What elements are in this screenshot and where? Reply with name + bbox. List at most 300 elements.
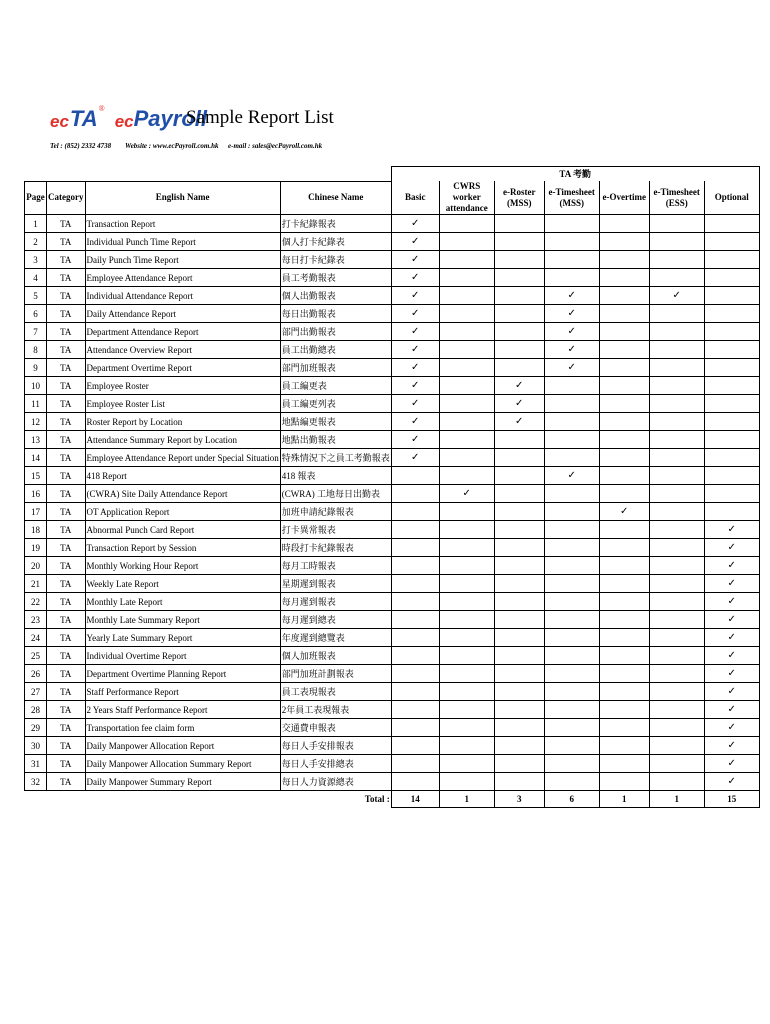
row-chinese-name: 418 報表 <box>280 467 391 485</box>
row-cwrs-cell <box>439 377 494 395</box>
row-english-name: Employee Roster <box>85 377 280 395</box>
row-ts_mss-cell <box>544 359 599 377</box>
row-optional-cell <box>704 341 759 359</box>
table-row <box>25 467 760 485</box>
row-cwrs-cell <box>439 755 494 773</box>
row-cwrs-cell <box>439 719 494 737</box>
row-ts_ess-cell <box>649 629 704 647</box>
row-cwrs-cell <box>439 557 494 575</box>
row-ts_mss-cell <box>544 233 599 251</box>
row-overtime-cell <box>599 269 649 287</box>
row-optional-cell <box>704 593 759 611</box>
table-row <box>25 449 760 467</box>
row-cwrs-cell <box>439 215 494 233</box>
row-category: TA <box>47 467 86 485</box>
check-mark-icon: ✓ <box>411 290 420 301</box>
check-mark-icon: ✓ <box>727 560 736 571</box>
row-page: 7 <box>25 323 47 341</box>
row-cwrs-cell <box>439 287 494 305</box>
col-header-timesheet-mss: e-Timesheet (MSS) <box>544 181 599 215</box>
table-row <box>25 233 760 251</box>
row-cwrs-cell <box>439 611 494 629</box>
col-header-cwrs: CWRS worker attendance <box>439 181 494 215</box>
row-category: TA <box>47 755 86 773</box>
row-page: 10 <box>25 377 47 395</box>
row-overtime-cell <box>599 467 649 485</box>
check-mark-icon: ✓ <box>567 290 576 301</box>
row-cwrs-cell <box>439 539 494 557</box>
row-roster-cell <box>494 377 544 395</box>
table-row <box>25 539 760 557</box>
row-category: TA <box>47 665 86 683</box>
row-roster-cell <box>494 755 544 773</box>
table-row <box>25 287 760 305</box>
row-overtime-cell <box>599 647 649 665</box>
row-english-name: Daily Manpower Allocation Summary Report <box>85 755 280 773</box>
row-chinese-name: 員工表現報表 <box>280 683 391 701</box>
row-category: TA <box>47 413 86 431</box>
logo-payroll-text: Payroll <box>133 106 207 131</box>
col-header-basic: Basic <box>391 181 439 215</box>
row-basic-cell <box>391 575 439 593</box>
row-category: TA <box>47 359 86 377</box>
report-list-table <box>24 166 760 808</box>
check-mark-icon: ✓ <box>567 362 576 373</box>
check-mark-icon: ✓ <box>411 416 420 427</box>
row-page: 12 <box>25 413 47 431</box>
row-optional-cell <box>704 683 759 701</box>
row-ts_ess-cell <box>649 287 704 305</box>
row-cwrs-cell <box>439 305 494 323</box>
row-optional-cell <box>704 323 759 341</box>
col-header-overtime: e-Overtime <box>599 181 649 215</box>
row-optional-cell <box>704 737 759 755</box>
row-ts_mss-cell <box>544 287 599 305</box>
row-roster-cell <box>494 737 544 755</box>
row-english-name: Daily Manpower Summary Report <box>85 773 280 791</box>
row-category: TA <box>47 341 86 359</box>
row-optional-cell <box>704 539 759 557</box>
row-ts_ess-cell <box>649 413 704 431</box>
row-category: TA <box>47 701 86 719</box>
row-cwrs-cell <box>439 359 494 377</box>
row-ts_mss-cell <box>544 377 599 395</box>
row-category: TA <box>47 449 86 467</box>
row-overtime-cell <box>599 323 649 341</box>
logo-ec-text-2: ec <box>114 112 134 131</box>
row-chinese-name: 交通費申報表 <box>280 719 391 737</box>
row-chinese-name: 個人加班報表 <box>280 647 391 665</box>
row-category: TA <box>47 395 86 413</box>
row-english-name: Attendance Overview Report <box>85 341 280 359</box>
row-ts_ess-cell <box>649 755 704 773</box>
row-overtime-cell <box>599 665 649 683</box>
row-basic-cell <box>391 683 439 701</box>
row-optional-cell <box>704 611 759 629</box>
row-overtime-cell <box>599 233 649 251</box>
row-category: TA <box>47 323 86 341</box>
check-mark-icon: ✓ <box>727 650 736 661</box>
row-ts_mss-cell <box>544 521 599 539</box>
row-cwrs-cell <box>439 269 494 287</box>
table-row <box>25 251 760 269</box>
row-ts_ess-cell <box>649 467 704 485</box>
row-basic-cell <box>391 431 439 449</box>
row-roster-cell <box>494 665 544 683</box>
total-basic: 14 <box>391 791 439 808</box>
row-ts_ess-cell <box>649 503 704 521</box>
row-roster-cell <box>494 269 544 287</box>
row-chinese-name: 2年員工表現報表 <box>280 701 391 719</box>
row-category: TA <box>47 593 86 611</box>
row-chinese-name: 年度遲到總覽表 <box>280 629 391 647</box>
row-roster-cell <box>494 701 544 719</box>
row-ts_mss-cell <box>544 611 599 629</box>
check-mark-icon: ✓ <box>411 254 420 265</box>
page-title: Sample Report List <box>186 107 334 128</box>
row-overtime-cell <box>599 773 649 791</box>
table-row <box>25 323 760 341</box>
contact-tel: Tel : (852) 2332 4738 <box>50 142 112 150</box>
row-english-name: Attendance Summary Report by Location <box>85 431 280 449</box>
check-mark-icon: ✓ <box>727 632 736 643</box>
row-optional-cell <box>704 377 759 395</box>
row-basic-cell <box>391 701 439 719</box>
row-roster-cell <box>494 683 544 701</box>
row-cwrs-cell <box>439 701 494 719</box>
row-overtime-cell <box>599 287 649 305</box>
row-overtime-cell <box>599 503 649 521</box>
row-overtime-cell <box>599 683 649 701</box>
row-ts_ess-cell <box>649 647 704 665</box>
row-ts_ess-cell <box>649 665 704 683</box>
row-optional-cell <box>704 629 759 647</box>
row-chinese-name: 員工考勤報表 <box>280 269 391 287</box>
row-english-name: (CWRA) Site Daily Attendance Report <box>85 485 280 503</box>
row-chinese-name: 特殊情況下之員工考勤報表 <box>280 449 391 467</box>
total-cwrs: 1 <box>439 791 494 808</box>
table-row <box>25 575 760 593</box>
row-page: 16 <box>25 485 47 503</box>
logo-ta-text: TA <box>69 106 98 131</box>
row-overtime-cell <box>599 629 649 647</box>
row-ts_ess-cell <box>649 521 704 539</box>
col-header-chinese-name: Chinese Name <box>280 181 391 215</box>
row-roster-cell <box>494 611 544 629</box>
check-mark-icon: ✓ <box>727 776 736 787</box>
row-ts_ess-cell <box>649 611 704 629</box>
check-mark-icon: ✓ <box>411 236 420 247</box>
row-basic-cell <box>391 485 439 503</box>
check-mark-icon: ✓ <box>727 578 736 589</box>
row-page: 20 <box>25 557 47 575</box>
row-roster-cell <box>494 647 544 665</box>
table-row <box>25 485 760 503</box>
table-row <box>25 701 760 719</box>
row-ts_mss-cell <box>544 773 599 791</box>
row-roster-cell <box>494 413 544 431</box>
row-category: TA <box>47 575 86 593</box>
row-basic-cell <box>391 719 439 737</box>
row-page: 13 <box>25 431 47 449</box>
check-mark-icon: ✓ <box>411 380 420 391</box>
check-mark-icon: ✓ <box>727 722 736 733</box>
row-optional-cell <box>704 665 759 683</box>
table-row <box>25 719 760 737</box>
row-ts_mss-cell <box>544 539 599 557</box>
row-chinese-name: 時段打卡紀錄報表 <box>280 539 391 557</box>
check-mark-icon: ✓ <box>567 326 576 337</box>
row-overtime-cell <box>599 215 649 233</box>
row-overtime-cell <box>599 359 649 377</box>
row-page: 9 <box>25 359 47 377</box>
row-roster-cell <box>494 557 544 575</box>
row-ts_ess-cell <box>649 719 704 737</box>
row-optional-cell <box>704 719 759 737</box>
table-row <box>25 737 760 755</box>
row-ts_ess-cell <box>649 305 704 323</box>
row-page: 8 <box>25 341 47 359</box>
check-mark-icon: ✓ <box>727 758 736 769</box>
row-ts_mss-cell <box>544 683 599 701</box>
row-ts_ess-cell <box>649 773 704 791</box>
row-overtime-cell <box>599 719 649 737</box>
logo-ec-text: ec <box>50 112 69 131</box>
row-ts_mss-cell <box>544 575 599 593</box>
row-ts_mss-cell <box>544 485 599 503</box>
table-row <box>25 215 760 233</box>
row-overtime-cell <box>599 341 649 359</box>
row-roster-cell <box>494 521 544 539</box>
row-cwrs-cell <box>439 485 494 503</box>
row-page: 29 <box>25 719 47 737</box>
row-chinese-name: 每日打卡紀錄表 <box>280 251 391 269</box>
row-chinese-name: 每日人力資源總表 <box>280 773 391 791</box>
row-english-name: Daily Punch Time Report <box>85 251 280 269</box>
row-optional-cell <box>704 449 759 467</box>
row-roster-cell <box>494 719 544 737</box>
row-page: 2 <box>25 233 47 251</box>
row-english-name: Staff Performance Report <box>85 683 280 701</box>
row-chinese-name: 打卡異常報表 <box>280 521 391 539</box>
check-mark-icon: ✓ <box>411 272 420 283</box>
row-overtime-cell <box>599 539 649 557</box>
row-category: TA <box>47 503 86 521</box>
row-overtime-cell <box>599 449 649 467</box>
row-english-name: 418 Report <box>85 467 280 485</box>
row-chinese-name: 員工出勤總表 <box>280 341 391 359</box>
table-row <box>25 557 760 575</box>
col-header-english-name: English Name <box>85 181 280 215</box>
check-mark-icon: ✓ <box>411 434 420 445</box>
row-category: TA <box>47 215 86 233</box>
row-basic-cell <box>391 341 439 359</box>
row-basic-cell <box>391 215 439 233</box>
row-basic-cell <box>391 521 439 539</box>
row-basic-cell <box>391 737 439 755</box>
row-basic-cell <box>391 449 439 467</box>
row-overtime-cell <box>599 521 649 539</box>
row-chinese-name: 加班申請紀錄報表 <box>280 503 391 521</box>
row-category: TA <box>47 431 86 449</box>
total-optional: 15 <box>704 791 759 808</box>
row-cwrs-cell <box>439 449 494 467</box>
total-overtime: 1 <box>599 791 649 808</box>
row-overtime-cell <box>599 395 649 413</box>
col-header-category: Category <box>47 181 86 215</box>
row-overtime-cell <box>599 431 649 449</box>
table-row <box>25 431 760 449</box>
row-optional-cell <box>704 395 759 413</box>
row-optional-cell <box>704 287 759 305</box>
row-basic-cell <box>391 305 439 323</box>
row-ts_ess-cell <box>649 449 704 467</box>
row-category: TA <box>47 305 86 323</box>
row-optional-cell <box>704 305 759 323</box>
logo-registered-mark: ® <box>98 104 105 113</box>
table-row <box>25 773 760 791</box>
col-header-page: Page <box>25 181 47 215</box>
row-category: TA <box>47 377 86 395</box>
row-chinese-name: 地點出勤報表 <box>280 431 391 449</box>
check-mark-icon: ✓ <box>411 344 420 355</box>
row-english-name: Individual Overtime Report <box>85 647 280 665</box>
row-roster-cell <box>494 287 544 305</box>
row-chinese-name: 部門加班計劃報表 <box>280 665 391 683</box>
check-mark-icon: ✓ <box>567 344 576 355</box>
row-page: 22 <box>25 593 47 611</box>
row-english-name: Daily Manpower Allocation Report <box>85 737 280 755</box>
row-ts_mss-cell <box>544 323 599 341</box>
row-roster-cell <box>494 503 544 521</box>
row-cwrs-cell <box>439 593 494 611</box>
row-optional-cell <box>704 575 759 593</box>
row-ts_mss-cell <box>544 341 599 359</box>
row-roster-cell <box>494 629 544 647</box>
row-category: TA <box>47 629 86 647</box>
row-basic-cell <box>391 323 439 341</box>
row-page: 5 <box>25 287 47 305</box>
row-page: 14 <box>25 449 47 467</box>
row-page: 32 <box>25 773 47 791</box>
table-row <box>25 377 760 395</box>
row-english-name: Daily Attendance Report <box>85 305 280 323</box>
col-header-roster: e-Roster (MSS) <box>494 181 544 215</box>
row-category: TA <box>47 557 86 575</box>
row-roster-cell <box>494 233 544 251</box>
row-cwrs-cell <box>439 575 494 593</box>
row-english-name: Yearly Late Summary Report <box>85 629 280 647</box>
ectapayroll-logo <box>50 102 207 132</box>
row-cwrs-cell <box>439 467 494 485</box>
row-roster-cell <box>494 431 544 449</box>
table-row <box>25 305 760 323</box>
table-row <box>25 413 760 431</box>
check-mark-icon: ✓ <box>727 686 736 697</box>
row-cwrs-cell <box>439 503 494 521</box>
row-ts_ess-cell <box>649 233 704 251</box>
row-english-name: Monthly Late Summary Report <box>85 611 280 629</box>
row-ts_ess-cell <box>649 539 704 557</box>
row-ts_ess-cell <box>649 395 704 413</box>
row-chinese-name: 部門出勤報表 <box>280 323 391 341</box>
row-overtime-cell <box>599 413 649 431</box>
row-basic-cell <box>391 593 439 611</box>
total-roster: 3 <box>494 791 544 808</box>
row-overtime-cell <box>599 575 649 593</box>
row-basic-cell <box>391 557 439 575</box>
check-mark-icon: ✓ <box>515 380 524 391</box>
row-ts_mss-cell <box>544 647 599 665</box>
row-cwrs-cell <box>439 431 494 449</box>
row-english-name: Monthly Late Report <box>85 593 280 611</box>
row-roster-cell <box>494 575 544 593</box>
row-optional-cell <box>704 503 759 521</box>
row-chinese-name: 員工編更表 <box>280 377 391 395</box>
row-basic-cell <box>391 413 439 431</box>
row-ts_mss-cell <box>544 305 599 323</box>
row-roster-cell <box>494 593 544 611</box>
check-mark-icon: ✓ <box>727 524 736 535</box>
row-category: TA <box>47 683 86 701</box>
row-roster-cell <box>494 485 544 503</box>
col-header-timesheet-ess: e-Timesheet (ESS) <box>649 181 704 215</box>
row-overtime-cell <box>599 611 649 629</box>
check-mark-icon: ✓ <box>411 362 420 373</box>
row-ts_ess-cell <box>649 593 704 611</box>
check-mark-icon: ✓ <box>411 326 420 337</box>
row-ts_mss-cell <box>544 593 599 611</box>
row-basic-cell <box>391 359 439 377</box>
row-basic-cell <box>391 503 439 521</box>
table-row <box>25 269 760 287</box>
row-overtime-cell <box>599 305 649 323</box>
row-category: TA <box>47 719 86 737</box>
row-optional-cell <box>704 413 759 431</box>
row-ts_mss-cell <box>544 665 599 683</box>
row-english-name: Employee Attendance Report under Special Situation <box>85 449 280 467</box>
row-roster-cell <box>494 215 544 233</box>
row-overtime-cell <box>599 701 649 719</box>
row-ts_ess-cell <box>649 683 704 701</box>
table-row <box>25 359 760 377</box>
table-row <box>25 647 760 665</box>
row-basic-cell <box>391 287 439 305</box>
check-mark-icon: ✓ <box>515 416 524 427</box>
contact-website: Website : www.ecPayroll.com.hk <box>125 142 219 150</box>
row-ts_ess-cell <box>649 575 704 593</box>
row-chinese-name: 部門加班報表 <box>280 359 391 377</box>
row-overtime-cell <box>599 251 649 269</box>
check-mark-icon: ✓ <box>672 290 681 301</box>
row-english-name: Abnormal Punch Card Report <box>85 521 280 539</box>
row-english-name: Employee Roster List <box>85 395 280 413</box>
row-page: 17 <box>25 503 47 521</box>
row-english-name: Department Overtime Report <box>85 359 280 377</box>
check-mark-icon: ✓ <box>727 740 736 751</box>
row-overtime-cell <box>599 377 649 395</box>
row-chinese-name: 每日出勤報表 <box>280 305 391 323</box>
row-cwrs-cell <box>439 737 494 755</box>
row-cwrs-cell <box>439 323 494 341</box>
total-label: Total : <box>280 791 391 808</box>
table-row <box>25 593 760 611</box>
row-ts_mss-cell <box>544 701 599 719</box>
row-category: TA <box>47 539 86 557</box>
row-english-name: Employee Attendance Report <box>85 269 280 287</box>
row-page: 21 <box>25 575 47 593</box>
row-ts_mss-cell <box>544 413 599 431</box>
